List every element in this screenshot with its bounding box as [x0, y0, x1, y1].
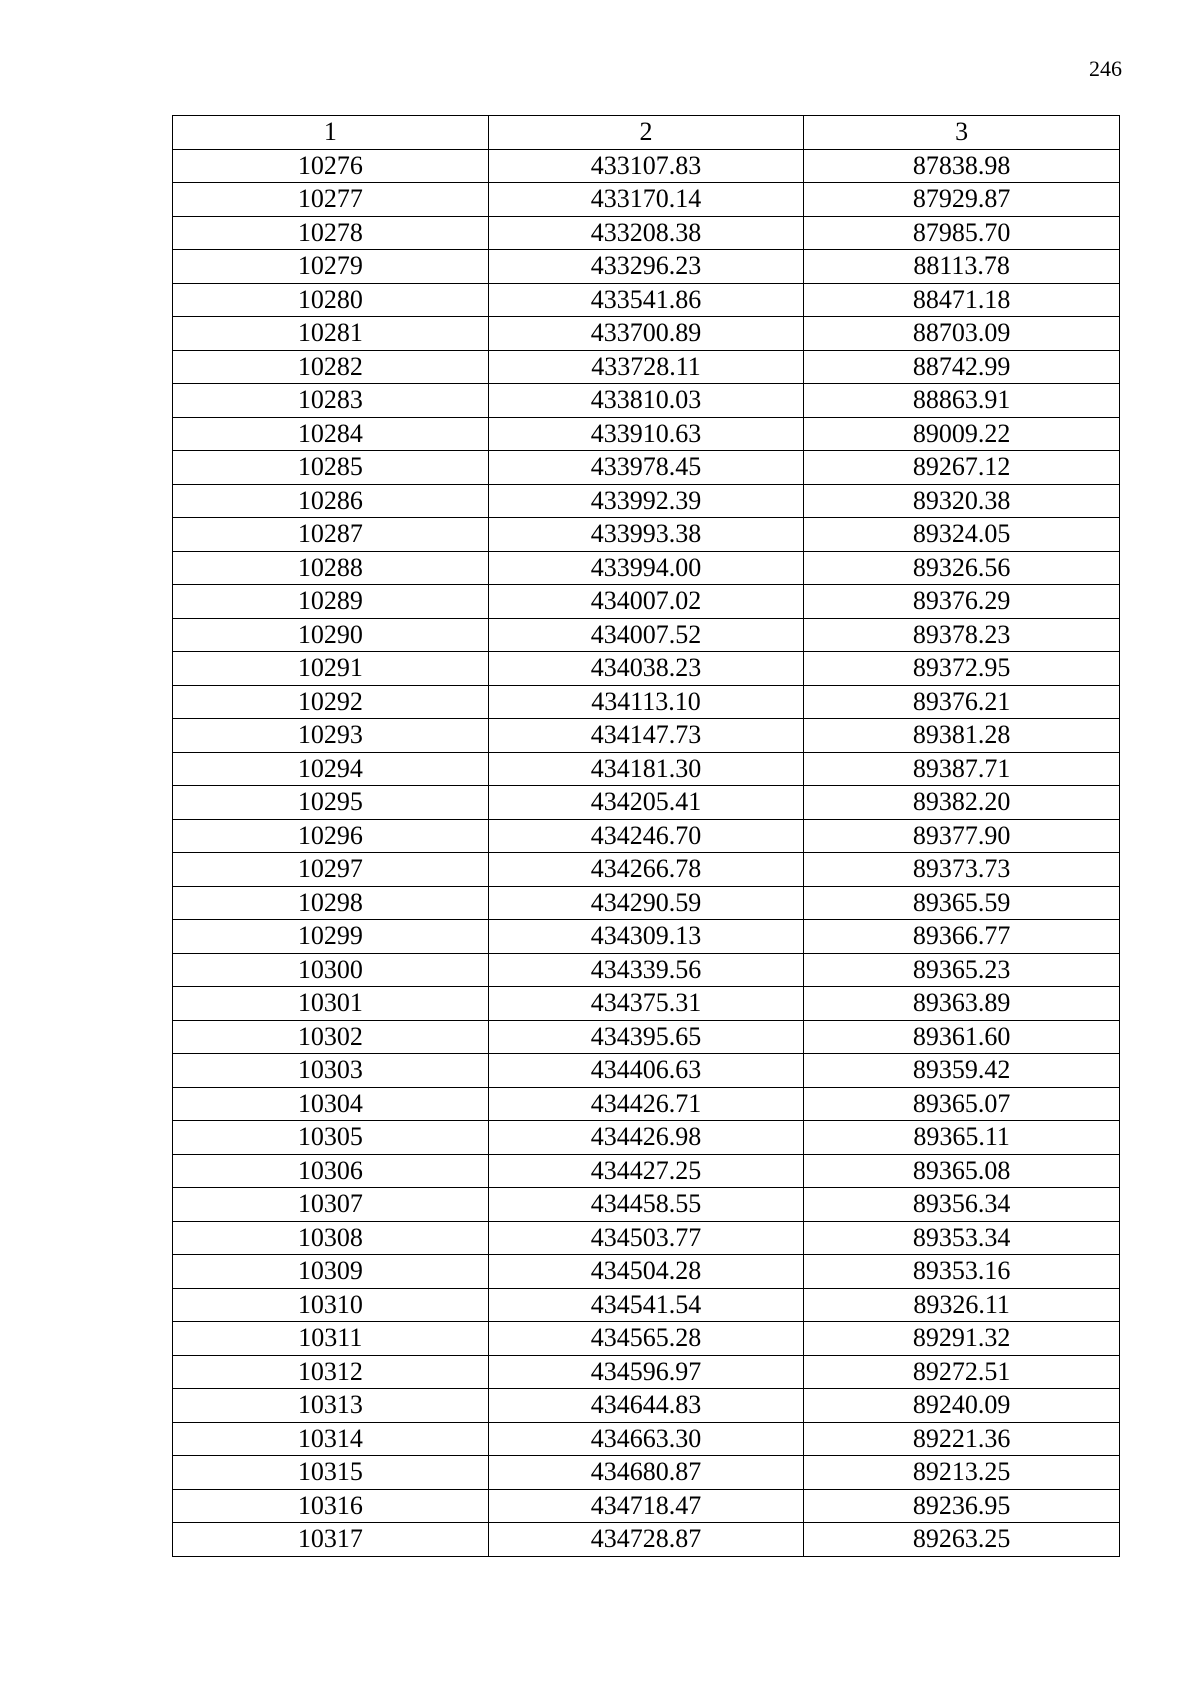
table-cell-col-1: 10317: [173, 1523, 489, 1557]
table-cell-col-3: 89320.38: [804, 484, 1120, 518]
table-cell-col-2: 433994.00: [488, 551, 804, 585]
table-cell-col-1: 10288: [173, 551, 489, 585]
table-row: [173, 1255, 1120, 1289]
table-cell-col-3: 89378.23: [804, 618, 1120, 652]
table-row: [173, 953, 1120, 987]
table-cell-col-3: 89221.36: [804, 1422, 1120, 1456]
table-cell-col-1: 10314: [173, 1422, 489, 1456]
table-row: [173, 685, 1120, 719]
table-cell-col-1: 10283: [173, 384, 489, 418]
table-row: [173, 417, 1120, 451]
table-cell-col-3: 88113.78: [804, 250, 1120, 284]
table-cell-col-1: 10304: [173, 1087, 489, 1121]
table-row: [173, 1389, 1120, 1423]
table-row: [173, 1154, 1120, 1188]
table-row: [173, 987, 1120, 1021]
table-cell-col-2: 433700.89: [488, 317, 804, 351]
table-row: [173, 752, 1120, 786]
table-cell-col-2: 434504.28: [488, 1255, 804, 1289]
table-cell-col-1: 10313: [173, 1389, 489, 1423]
table-cell-col-2: 434181.30: [488, 752, 804, 786]
table-cell-col-1: 10296: [173, 819, 489, 853]
table-row: [173, 216, 1120, 250]
table-cell-col-3: 89263.25: [804, 1523, 1120, 1557]
table-cell-col-1: 10278: [173, 216, 489, 250]
table-cell-col-2: 434503.77: [488, 1221, 804, 1255]
table-cell-col-2: 434728.87: [488, 1523, 804, 1557]
table-cell-col-2: 434718.47: [488, 1489, 804, 1523]
table-cell-col-3: 89236.95: [804, 1489, 1120, 1523]
table-cell-col-3: 88703.09: [804, 317, 1120, 351]
table-cell-col-1: 10285: [173, 451, 489, 485]
table-cell-col-3: 89267.12: [804, 451, 1120, 485]
table-cell-col-1: 10301: [173, 987, 489, 1021]
table-cell-col-1: 10303: [173, 1054, 489, 1088]
column-header-2: 2: [488, 116, 804, 150]
table-cell-col-3: 89376.21: [804, 685, 1120, 719]
table-row: [173, 1221, 1120, 1255]
table-cell-col-1: 10300: [173, 953, 489, 987]
table-cell-col-3: 88863.91: [804, 384, 1120, 418]
table-cell-col-2: 434427.25: [488, 1154, 804, 1188]
table-cell-col-2: 434007.02: [488, 585, 804, 619]
table-cell-col-1: 10293: [173, 719, 489, 753]
table-row: [173, 250, 1120, 284]
table-cell-col-2: 434038.23: [488, 652, 804, 686]
table-row: [173, 551, 1120, 585]
table-cell-col-3: 87985.70: [804, 216, 1120, 250]
table-cell-col-1: 10298: [173, 886, 489, 920]
table-row: [173, 317, 1120, 351]
table-cell-col-2: 434246.70: [488, 819, 804, 853]
table-cell-col-3: 87838.98: [804, 149, 1120, 183]
table-cell-col-2: 433993.38: [488, 518, 804, 552]
table-cell-col-3: 89381.28: [804, 719, 1120, 753]
table-cell-col-3: 89387.71: [804, 752, 1120, 786]
table-cell-col-3: 89377.90: [804, 819, 1120, 853]
table-cell-col-2: 434565.28: [488, 1322, 804, 1356]
table-cell-col-1: 10284: [173, 417, 489, 451]
table-cell-col-2: 433208.38: [488, 216, 804, 250]
table-cell-col-1: 10276: [173, 149, 489, 183]
table-row: [173, 518, 1120, 552]
table-cell-col-1: 10306: [173, 1154, 489, 1188]
coordinates-table: [172, 115, 1120, 1557]
table-cell-col-2: 434309.13: [488, 920, 804, 954]
table-cell-col-1: 10290: [173, 618, 489, 652]
table-cell-col-2: 433541.86: [488, 283, 804, 317]
table-cell-col-1: 10307: [173, 1188, 489, 1222]
table-cell-col-2: 433810.03: [488, 384, 804, 418]
table-cell-col-2: 434007.52: [488, 618, 804, 652]
table-cell-col-2: 434680.87: [488, 1456, 804, 1490]
table-cell-col-3: 89365.23: [804, 953, 1120, 987]
table-cell-col-3: 89324.05: [804, 518, 1120, 552]
column-header-1: 1: [173, 116, 489, 150]
table-cell-col-3: 89291.32: [804, 1322, 1120, 1356]
table-cell-col-1: 10292: [173, 685, 489, 719]
table-row: [173, 1422, 1120, 1456]
table-row: [173, 484, 1120, 518]
table-cell-col-2: 433107.83: [488, 149, 804, 183]
table-cell-col-1: 10291: [173, 652, 489, 686]
table-row: [173, 920, 1120, 954]
table-cell-col-2: 434205.41: [488, 786, 804, 820]
table-cell-col-3: 89373.73: [804, 853, 1120, 887]
table-cell-col-1: 10311: [173, 1322, 489, 1356]
table-cell-col-2: 434644.83: [488, 1389, 804, 1423]
table-cell-col-3: 89240.09: [804, 1389, 1120, 1423]
table-body: [173, 149, 1120, 1556]
table-row: [173, 183, 1120, 217]
table-cell-col-1: 10297: [173, 853, 489, 887]
table-cell-col-1: 10299: [173, 920, 489, 954]
table-cell-col-3: 89365.59: [804, 886, 1120, 920]
table-cell-col-2: 434663.30: [488, 1422, 804, 1456]
table-cell-col-1: 10277: [173, 183, 489, 217]
table-row: [173, 652, 1120, 686]
table-row: [173, 1322, 1120, 1356]
table-row: [173, 618, 1120, 652]
table-row: [173, 1087, 1120, 1121]
table-row: [173, 853, 1120, 887]
table-cell-col-1: 10280: [173, 283, 489, 317]
table-row: [173, 886, 1120, 920]
table-cell-col-1: 10295: [173, 786, 489, 820]
table-cell-col-2: 434113.10: [488, 685, 804, 719]
table-cell-col-3: 89372.95: [804, 652, 1120, 686]
table-cell-col-1: 10287: [173, 518, 489, 552]
table-cell-col-1: 10289: [173, 585, 489, 619]
table-row: [173, 1489, 1120, 1523]
table-cell-col-3: 89353.34: [804, 1221, 1120, 1255]
table-cell-col-2: 434596.97: [488, 1355, 804, 1389]
table-row: [173, 1188, 1120, 1222]
table-cell-col-2: 434290.59: [488, 886, 804, 920]
table-row: [173, 283, 1120, 317]
table-cell-col-3: 89356.34: [804, 1188, 1120, 1222]
table-cell-col-1: 10281: [173, 317, 489, 351]
table-cell-col-3: 87929.87: [804, 183, 1120, 217]
table-cell-col-2: 433992.39: [488, 484, 804, 518]
table-cell-col-1: 10294: [173, 752, 489, 786]
table-row: [173, 1020, 1120, 1054]
table-row: [173, 1523, 1120, 1557]
table-cell-col-3: 89366.77: [804, 920, 1120, 954]
table-cell-col-3: 89353.16: [804, 1255, 1120, 1289]
table-row: [173, 719, 1120, 753]
table-row: [173, 1121, 1120, 1155]
table-cell-col-1: 10308: [173, 1221, 489, 1255]
table-cell-col-2: 433296.23: [488, 250, 804, 284]
table-cell-col-1: 10309: [173, 1255, 489, 1289]
table-row: [173, 384, 1120, 418]
table-cell-col-2: 434266.78: [488, 853, 804, 887]
table-cell-col-3: 89376.29: [804, 585, 1120, 619]
table-cell-col-1: 10310: [173, 1288, 489, 1322]
table-row: [173, 1456, 1120, 1490]
table-cell-col-2: 433910.63: [488, 417, 804, 451]
table-cell-col-2: 434147.73: [488, 719, 804, 753]
table-row: [173, 350, 1120, 384]
table-cell-col-1: 10305: [173, 1121, 489, 1155]
table-cell-col-3: 89213.25: [804, 1456, 1120, 1490]
table-cell-col-3: 89382.20: [804, 786, 1120, 820]
table-row: [173, 1355, 1120, 1389]
table-row: [173, 1288, 1120, 1322]
table-cell-col-2: 434426.71: [488, 1087, 804, 1121]
table-row: [173, 1054, 1120, 1088]
column-header-3: 3: [804, 116, 1120, 150]
table-cell-col-3: 89365.11: [804, 1121, 1120, 1155]
table-cell-col-2: 434395.65: [488, 1020, 804, 1054]
table-cell-col-1: 10315: [173, 1456, 489, 1490]
table-cell-col-3: 89326.11: [804, 1288, 1120, 1322]
page-number: 246: [1089, 56, 1122, 81]
table-row: [173, 149, 1120, 183]
table-cell-col-2: 434375.31: [488, 987, 804, 1021]
table-cell-col-3: 89326.56: [804, 551, 1120, 585]
table-cell-col-3: 89361.60: [804, 1020, 1120, 1054]
header-row: [173, 116, 1120, 150]
table-cell-col-2: 434426.98: [488, 1121, 804, 1155]
table-cell-col-3: 88742.99: [804, 350, 1120, 384]
table-cell-col-2: 434406.63: [488, 1054, 804, 1088]
table-cell-col-2: 434541.54: [488, 1288, 804, 1322]
table-header: [173, 116, 1120, 150]
table-cell-col-1: 10279: [173, 250, 489, 284]
table-cell-col-2: 433170.14: [488, 183, 804, 217]
table-cell-col-3: 88471.18: [804, 283, 1120, 317]
table-cell-col-2: 434339.56: [488, 953, 804, 987]
table-cell-col-2: 434458.55: [488, 1188, 804, 1222]
table-cell-col-3: 89365.08: [804, 1154, 1120, 1188]
table-cell-col-1: 10302: [173, 1020, 489, 1054]
table-cell-col-2: 433978.45: [488, 451, 804, 485]
table-cell-col-1: 10312: [173, 1355, 489, 1389]
table-cell-col-3: 89272.51: [804, 1355, 1120, 1389]
table-cell-col-1: 10286: [173, 484, 489, 518]
table-cell-col-3: 89363.89: [804, 987, 1120, 1021]
table-row: [173, 786, 1120, 820]
table-row: [173, 585, 1120, 619]
table-row: [173, 819, 1120, 853]
table-cell-col-1: 10316: [173, 1489, 489, 1523]
table-cell-col-1: 10282: [173, 350, 489, 384]
table-cell-col-3: 89009.22: [804, 417, 1120, 451]
table-row: [173, 451, 1120, 485]
table-cell-col-3: 89359.42: [804, 1054, 1120, 1088]
table-cell-col-3: 89365.07: [804, 1087, 1120, 1121]
table-cell-col-2: 433728.11: [488, 350, 804, 384]
